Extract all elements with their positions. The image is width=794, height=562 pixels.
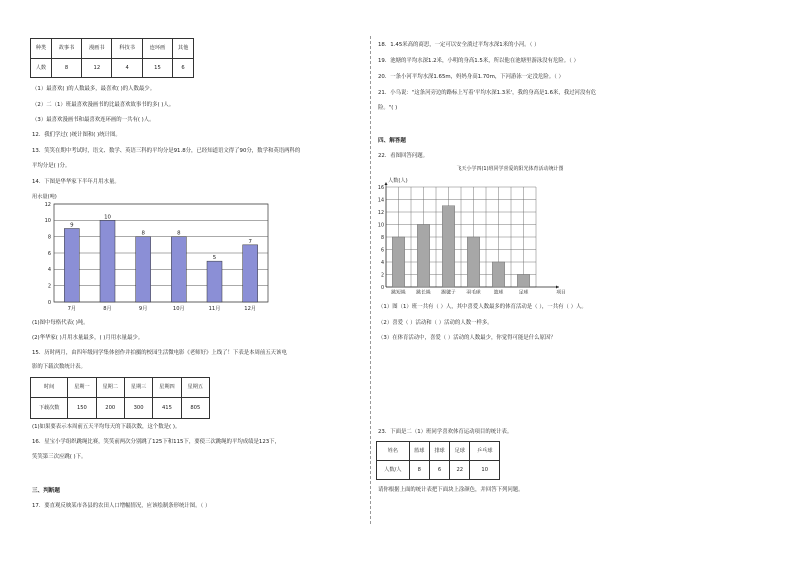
- y-tick-label: 6: [380, 248, 384, 254]
- x-tick-label: 跳长绳: [416, 290, 431, 296]
- table-header-cell: 星期二: [96, 378, 124, 398]
- table-header-row: [377, 442, 500, 461]
- section-4-heading: 四、解答题: [378, 138, 406, 144]
- table-header-cell: 姓名: [377, 442, 410, 461]
- question-11-part-2: （2）二（1）班最喜欢漫画书的比最喜欢故事书的多( )人。: [32, 102, 175, 108]
- y-tick-label: 14: [377, 198, 384, 204]
- question-13-line-2: 平均分是( )分。: [32, 163, 71, 169]
- table-header-cell: 星期四: [153, 378, 181, 398]
- table-row-label: 人数: [31, 59, 52, 78]
- table-header-cell: 篮球: [409, 442, 429, 461]
- x-axis-arrow: [556, 286, 559, 289]
- x-tick-label: 羽毛球: [466, 290, 481, 296]
- table-header-cell: 其他: [173, 39, 194, 59]
- x-tick-label: 足球: [518, 290, 529, 296]
- question-13-line-1: 13．笑笑在期中考试时，语文、数学、英语三科的平均分是91.8分，已经知道语文得了90分，数学和英语两科的: [32, 148, 301, 154]
- bar: [64, 229, 79, 303]
- x-axis-label: 项目: [556, 290, 566, 296]
- table-cell: 15: [142, 59, 172, 78]
- question-21-line-1: 21．小乌说："这条河旁边的路标上写着'平均水深1.3米'，我的身高是1.6米，我过河没有危: [378, 90, 597, 96]
- table-header-cell: 排球: [429, 442, 449, 461]
- y-tick-label: 2: [380, 273, 384, 279]
- table-header-cell: 星期三: [124, 378, 152, 398]
- bar: [417, 225, 430, 288]
- table-header-cell: 漫画书: [82, 39, 112, 59]
- sports-preference-table: [376, 441, 500, 480]
- table-cell: 10: [470, 461, 500, 480]
- table-cell: 150: [68, 398, 96, 419]
- table-header-cell: 故事书: [51, 39, 81, 59]
- x-tick-label: 踢毽子: [441, 290, 456, 296]
- data-label: 7: [248, 238, 252, 245]
- bar: [467, 237, 480, 287]
- x-tick-label: 10月: [172, 306, 185, 312]
- question-19: 19．池塘的平均水深1.2米，小明的身高1.5米，所以他在池塘里游泳没有危险。（ ）: [378, 58, 579, 64]
- table-row-label: 下载次数: [31, 398, 68, 419]
- y-tick-label: 16: [377, 185, 384, 191]
- bar: [243, 245, 258, 302]
- question-15-part-1: (1)如果要表示本周前五天平均每天的下载次数，这个数是( )。: [32, 424, 181, 430]
- table-cell: 300: [124, 398, 152, 419]
- question-17: 17．要直观反映某市各县的农田人口增幅情况，应该绘制条形统计图。（ ）: [32, 503, 211, 509]
- question-22-part-3: （3）在体育活动中，喜爱（ ）活动的人数最少，你觉得可能是什么原因？: [378, 335, 556, 341]
- data-label: 10: [104, 214, 111, 221]
- bar: [171, 237, 186, 302]
- column-divider: [370, 36, 371, 524]
- question-16-line-1: 16．星宝小学组织跳绳比赛，笑笑前两次分别跳了125下和115下，要使三次跳绳的平均成绩是123下，: [32, 439, 280, 445]
- table-header-cell: 时间: [31, 378, 68, 398]
- table-header-cell: 种类: [31, 39, 52, 59]
- data-label: 9: [70, 222, 74, 229]
- question-15-line-1: 15．历时两月，由四年级同学集体创作并拍摄的校园生活微电影《老师好》上线了！下表是本周前五天该电: [32, 350, 287, 356]
- question-20: 20．一条小河平均水深1.65m，妈妈身高1.70m，下河游泳一定没危险。（ ）: [378, 74, 564, 80]
- question-22-part-2: （2）喜爱（ ）活动和（ ）活动的人数一样多。: [378, 320, 493, 326]
- table-row: [377, 461, 500, 480]
- y-tick-label: 6: [47, 250, 51, 257]
- table-cell: 415: [153, 398, 181, 419]
- table-row: [31, 59, 194, 78]
- question-15-line-2: 影的下载次数统计表。: [32, 364, 86, 370]
- y-tick-label: 12: [44, 201, 51, 208]
- table-cell: 6: [173, 59, 194, 78]
- sports-activity-bar-chart: [374, 173, 579, 300]
- table-header-cell: 科技书: [112, 39, 142, 59]
- question-14-part-1: (1)图中每格代表( )吨。: [32, 320, 89, 326]
- question-14: 14．下图是华华家下半年月用水量。: [32, 179, 120, 185]
- y-tick-label: 4: [47, 267, 51, 274]
- data-label: 5: [212, 255, 217, 262]
- table-row: [31, 398, 210, 419]
- table-row-label: 人数/人: [377, 461, 410, 480]
- x-tick-label: 跳短绳: [391, 290, 406, 296]
- bar: [100, 220, 115, 302]
- table-header-cell: 连环画: [142, 39, 172, 59]
- bar: [136, 237, 151, 302]
- y-tick-label: 8: [380, 235, 384, 241]
- x-tick-label: 11月: [208, 306, 221, 312]
- y-tick-label: 0: [47, 299, 51, 306]
- hobby-book-table: [30, 38, 194, 78]
- bar: [492, 262, 505, 287]
- table-header-cell: 星期一: [68, 378, 96, 398]
- question-11-part-1: （1）最喜欢( )的人数最多，最喜欢( )的人数最少。: [32, 86, 156, 92]
- y-tick-label: 10: [377, 223, 384, 229]
- table-cell: 12: [82, 59, 112, 78]
- table-cell: 4: [112, 59, 142, 78]
- x-tick-label: 7月: [67, 306, 77, 312]
- download-count-table: [30, 377, 210, 419]
- y-tick-label: 2: [47, 283, 51, 290]
- table-header-row: [31, 39, 194, 59]
- table-cell: 8: [409, 461, 429, 480]
- data-label: 8: [141, 230, 145, 237]
- y-tick-label: 10: [44, 218, 51, 225]
- chart-title: 飞天小学四(1)班同学喜爱的阳光体育活动统计图: [456, 166, 564, 172]
- question-18: 18．1.45米高的商思，一定可以安全淌过平均水深1米的小河。（ ）: [378, 42, 540, 48]
- y-axis-label: 用水量(吨): [32, 194, 57, 200]
- x-tick-label: 篮球: [493, 290, 504, 296]
- question-16-line-2: 笑笑第三次应跳( )下。: [32, 454, 87, 460]
- question-22: 22．看图回答问题。: [378, 153, 428, 159]
- table-header-cell: 星期五: [181, 378, 209, 398]
- table-cell: 8: [51, 59, 81, 78]
- table-header-cell: 足球: [450, 442, 470, 461]
- y-tick-label: 0: [380, 285, 384, 291]
- table-cell: 22: [450, 461, 470, 480]
- question-23: 23．下面是二（1）班同学喜欢体育运动项目的统计表。: [378, 429, 513, 435]
- table-cell: 6: [429, 461, 449, 480]
- bar: [442, 206, 455, 287]
- x-tick-label: 9月: [138, 306, 148, 312]
- bar: [392, 237, 405, 287]
- section-3-heading: 三、判断题: [32, 488, 60, 494]
- water-usage-bar-chart: [30, 190, 275, 314]
- table-header-row: [31, 378, 210, 398]
- question-14-part-2: (2)华华家( )月用水量最多，( )月用水量最少。: [32, 335, 144, 341]
- x-tick-label: 8月: [103, 306, 112, 312]
- question-12: 12．我们学过( )统计图和( )统计图。: [32, 132, 121, 138]
- table-cell: 805: [181, 398, 209, 419]
- bar: [207, 261, 222, 302]
- y-tick-label: 8: [47, 234, 51, 241]
- question-21-line-2: 险。"( ): [378, 105, 398, 111]
- question-22-part-1: （1）图（1）班一共有（ ）人，其中喜爱人数最多的体育活动是（ ），一共有（ ）人。: [378, 304, 587, 310]
- table-cell: 200: [96, 398, 124, 419]
- y-axis-label: 人数(人): [388, 178, 408, 184]
- bar: [517, 275, 530, 288]
- x-tick-label: 12月: [244, 306, 257, 312]
- y-tick-label: 4: [380, 260, 384, 266]
- question-11-part-3: （3）最喜欢漫画书和最喜欢连环画的一共有( )人。: [32, 117, 155, 123]
- table-header-cell: 乒乓球: [470, 442, 500, 461]
- question-23-instruction: 请你根据上面的统计表把下面块上涂颜色，并回答下列问题。: [378, 487, 524, 493]
- y-tick-label: 12: [377, 210, 384, 216]
- data-label: 8: [177, 230, 181, 237]
